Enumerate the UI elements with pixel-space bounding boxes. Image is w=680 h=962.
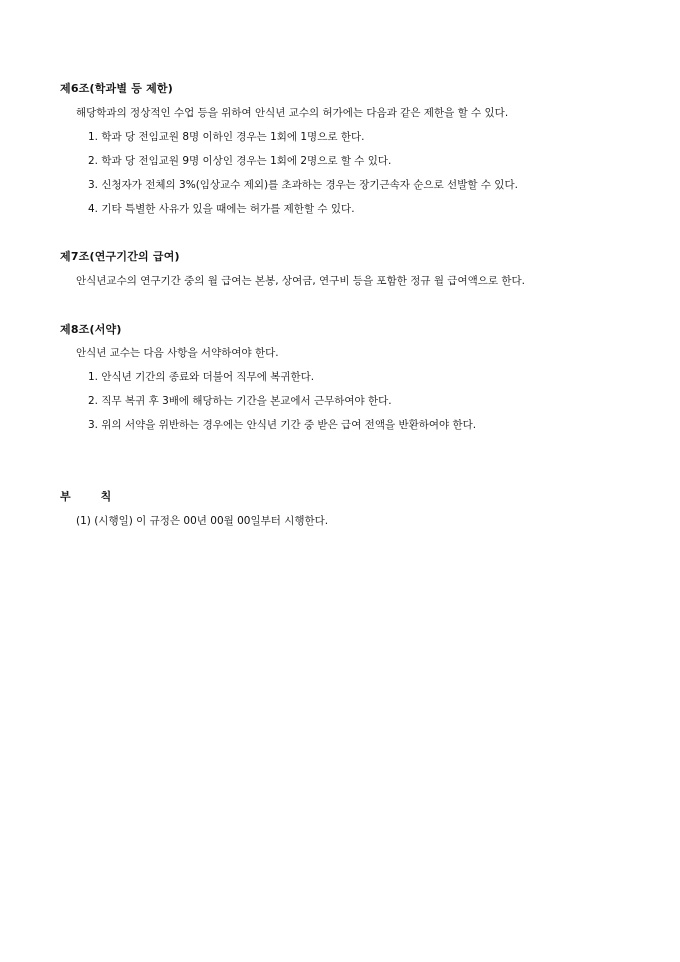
article-6-intro: 해당학과의 정상적인 수업 등을 위하여 안식년 교수의 허가에는 다음과 같은 제한을 할 수 있다. — [76, 107, 509, 119]
article-6-item-3: 3. 신청자가 전체의 3%(임상교수 제외)를 초과하는 경우는 장기근속자 순으로 선발할 수 있다. — [88, 179, 518, 191]
article-7-heading: 제7조(연구기간의 급여) — [60, 250, 180, 263]
article-8-intro: 안식년 교수는 다음 사항을 서약하여야 한다. — [76, 347, 279, 359]
article-7-body: 안식년교수의 연구기간 중의 월 급여는 본봉, 상여금, 연구비 등을 포함한 정규 월 급여액으로 한다. — [76, 275, 525, 287]
appendix-title-right: 칙 — [100, 490, 112, 503]
article-6-item-1: 1. 학과 당 전임교원 8명 이하인 경우는 1회에 1명으로 한다. — [88, 131, 365, 143]
article-8-heading: 제8조(서약) — [60, 323, 122, 336]
article-8-item-3: 3. 위의 서약을 위반하는 경우에는 안식년 기간 중 받은 급여 전액을 반환하여야 한다. — [88, 419, 477, 431]
appendix-title — [60, 488, 111, 504]
article-6-item-2: 2. 학과 당 전임교원 9명 이상인 경우는 1회에 2명으로 할 수 있다. — [88, 155, 392, 167]
appendix-title-left: 부 — [60, 490, 71, 503]
article-6-item-4: 4. 기타 특별한 사유가 있을 때에는 허가를 제한할 수 있다. — [88, 203, 355, 215]
article-8-item-1: 1. 안식년 기간의 종료와 더불어 직무에 복귀한다. — [88, 371, 315, 383]
article-8-item-2: 2. 직무 복귀 후 3배에 해당하는 기간을 본교에서 근무하여야 한다. — [88, 395, 392, 407]
appendix-line-1: (1) (시행일) 이 규정은 00년 00월 00일부터 시행한다. — [76, 515, 329, 527]
article-6-heading: 제6조(학과별 등 제한) — [60, 82, 173, 95]
